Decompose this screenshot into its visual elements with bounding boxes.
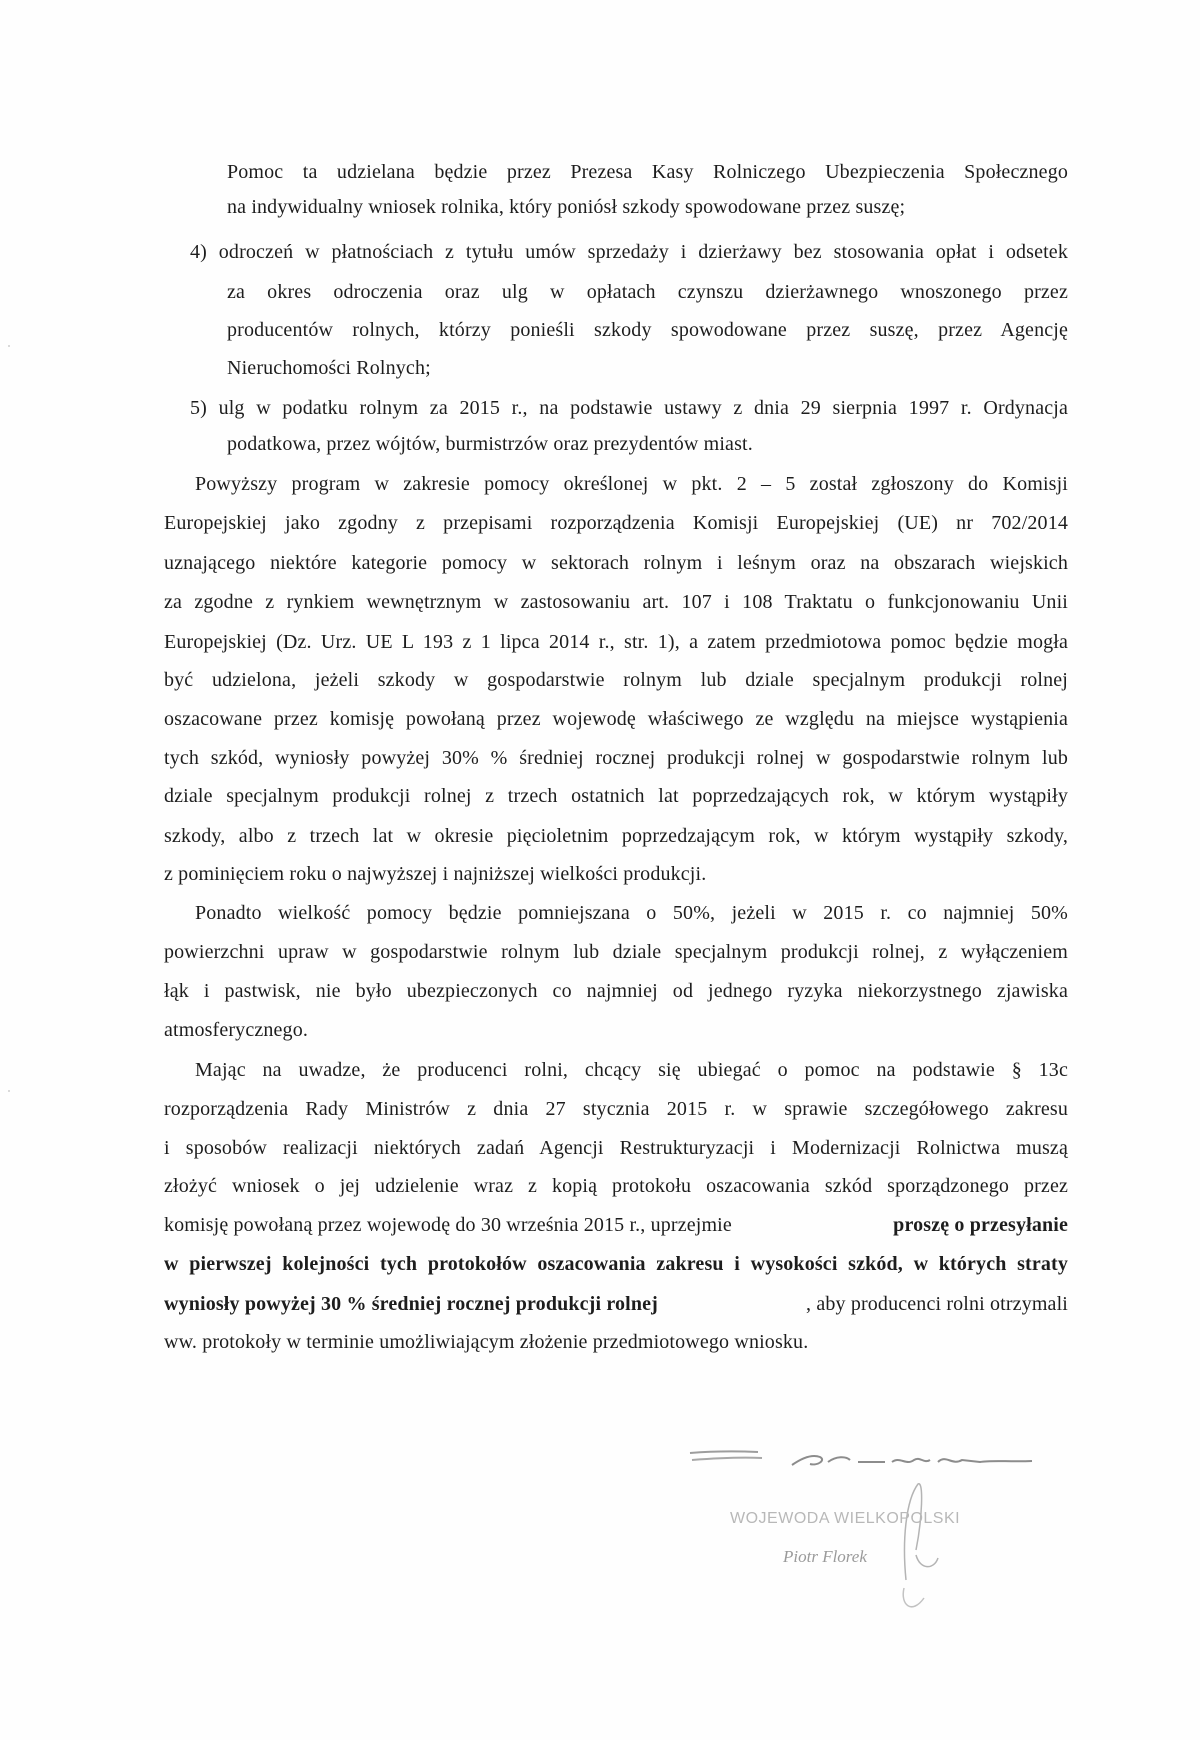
paragraph-line: uznającego niektóre kategorie pomocy w sektorach rolnym i leśnym oraz na obszarach wiejskich — [164, 552, 1068, 574]
handwritten-signature — [680, 1420, 1060, 1640]
body-line: Pomoc ta udzielana będzie przez Prezesa Kasy Rolniczego Ubezpieczenia Społecznego — [227, 161, 1068, 183]
paragraph-line: powierzchni upraw w gospodarstwie rolnym lub dziale specjalnym produkcji rolnej, z wyłączeniem — [164, 941, 1068, 963]
paragraph-line: Ponadto wielkość pomocy będzie pomniejszana o 50%, jeżeli w 2015 r. co najmniej 50% — [195, 902, 1068, 924]
paragraph-line: Europejskiej (Dz. Urz. UE L 193 z 1 lipca 2014 r., str. 1), a zatem przedmiotowa pomoc będzie mogła — [164, 631, 1068, 653]
request-line — [164, 1213, 1068, 1237]
paragraph-line: Europejskiej jako zgodny z przepisami rozporządzenia Komisji Europejskiej (UE) nr 702/2014 — [164, 512, 1068, 534]
request-emphasis-line: w pierwszej kolejności tych protokołów oszacowania zakresu i wysokości szkód, w których straty — [164, 1253, 1068, 1275]
paragraph-line: i sposobów realizacji niektórych zadań Agencji Restrukturyzacji i Modernizacji Rolnictwa muszą — [164, 1137, 1068, 1159]
list-item-4: 4) odroczeń w płatnościach z tytułu umów sprzedaży i dzierżawy bez stosowania opłat i odsetek — [190, 241, 1068, 263]
paragraph-line: łąk i pastwisk, nie było ubezpieczonych co najmniej od jednego ryzyka niekorzystnego zjawiska — [164, 980, 1068, 1002]
signatory-name: Piotr Florek — [783, 1547, 867, 1566]
paragraph-line: rozporządzenia Rady Ministrów z dnia 27 stycznia 2015 r. w sprawie szczegółowego zakresu — [164, 1098, 1068, 1120]
paragraph-line: być udzielona, jeżeli szkody w gospodarstwie rolnym lub dziale specjalnym produkcji rolnej — [164, 669, 1068, 691]
body-line: producentów rolnych, którzy ponieśli szkody spowodowane przez suszę, przez Agencję — [227, 319, 1068, 341]
paragraph-line: ww. protokoły w terminie umożliwiającym złożenie przedmiotowego wniosku. — [164, 1331, 809, 1353]
paragraph-line: Powyższy program w zakresie pomocy określonej w pkt. 2 – 5 został zgłoszony do Komisji — [195, 473, 1068, 495]
paragraph-line: złożyć wniosek o jej udzielenie wraz z kopią protokołu oszacowania szkód sporządzonego przez — [164, 1175, 1068, 1197]
paragraph-line: tych szkód, wyniosły powyżej 30% % średniej rocznej produkcji rolnej w gospodarstwie rolnym lub — [164, 747, 1068, 769]
body-line: podatkowa, przez wójtów, burmistrzów oraz prezydentów miast. — [227, 433, 753, 455]
body-line: za okres odroczenia oraz ulg w opłatach czynszu dzierżawnego wnoszonego przez — [227, 281, 1068, 303]
paragraph-line: oszacowane przez komisję powołaną przez wojewodę właściwego ze względu na miejsce wystąpienia — [164, 708, 1068, 730]
paragraph-line: z pominięciem roku o najwyższej i najniższej wielkości produkcji. — [164, 863, 707, 885]
request-emphasis-end: wyniosły powyżej 30 % średniej rocznej produkcji rolnej — [164, 1293, 658, 1315]
signature-block — [680, 1420, 1060, 1640]
request-intro: komisję powołaną przez wojewodę do 30 września 2015 r., uprzejmie — [164, 1214, 732, 1236]
paragraph-line: dziale specjalnym produkcji rolnej z trzech ostatnich lat poprzedzających rok, w którym wystąpiły — [164, 785, 1068, 807]
request-line — [164, 1292, 1068, 1316]
signatory-title: WOJEWODA WIELKOPOLSKI — [730, 1510, 961, 1527]
scan-speck — [8, 1090, 10, 1092]
paragraph-line: szkody, albo z trzech lat w okresie pięcioletnim poprzedzającym rok, w którym wystąpiły szkody, — [164, 825, 1068, 847]
paragraph-line: Mając na uwadze, że producenci rolni, chcący się ubiegać o pomoc na podstawie § 13c — [195, 1059, 1068, 1081]
paragraph-line: za zgodne z rynkiem wewnętrznym w zastosowaniu art. 107 i 108 Traktatu o funkcjonowaniu Unii — [164, 591, 1068, 613]
body-line: Nieruchomości Rolnych; — [227, 357, 431, 379]
body-line: na indywidualny wniosek rolnika, który poniósł szkody spowodowane przez suszę; — [227, 196, 906, 218]
list-item-5: 5) ulg w podatku rolnym za 2015 r., na podstawie ustawy z dnia 29 sierpnia 1997 r. Ordynacja — [190, 397, 1068, 419]
request-emphasis: proszę o przesyłanie — [893, 1214, 1068, 1236]
request-continuation: , aby producenci rolni otrzymali — [806, 1293, 1068, 1315]
scan-speck — [8, 345, 10, 347]
paragraph-line: atmosferycznego. — [164, 1019, 309, 1041]
